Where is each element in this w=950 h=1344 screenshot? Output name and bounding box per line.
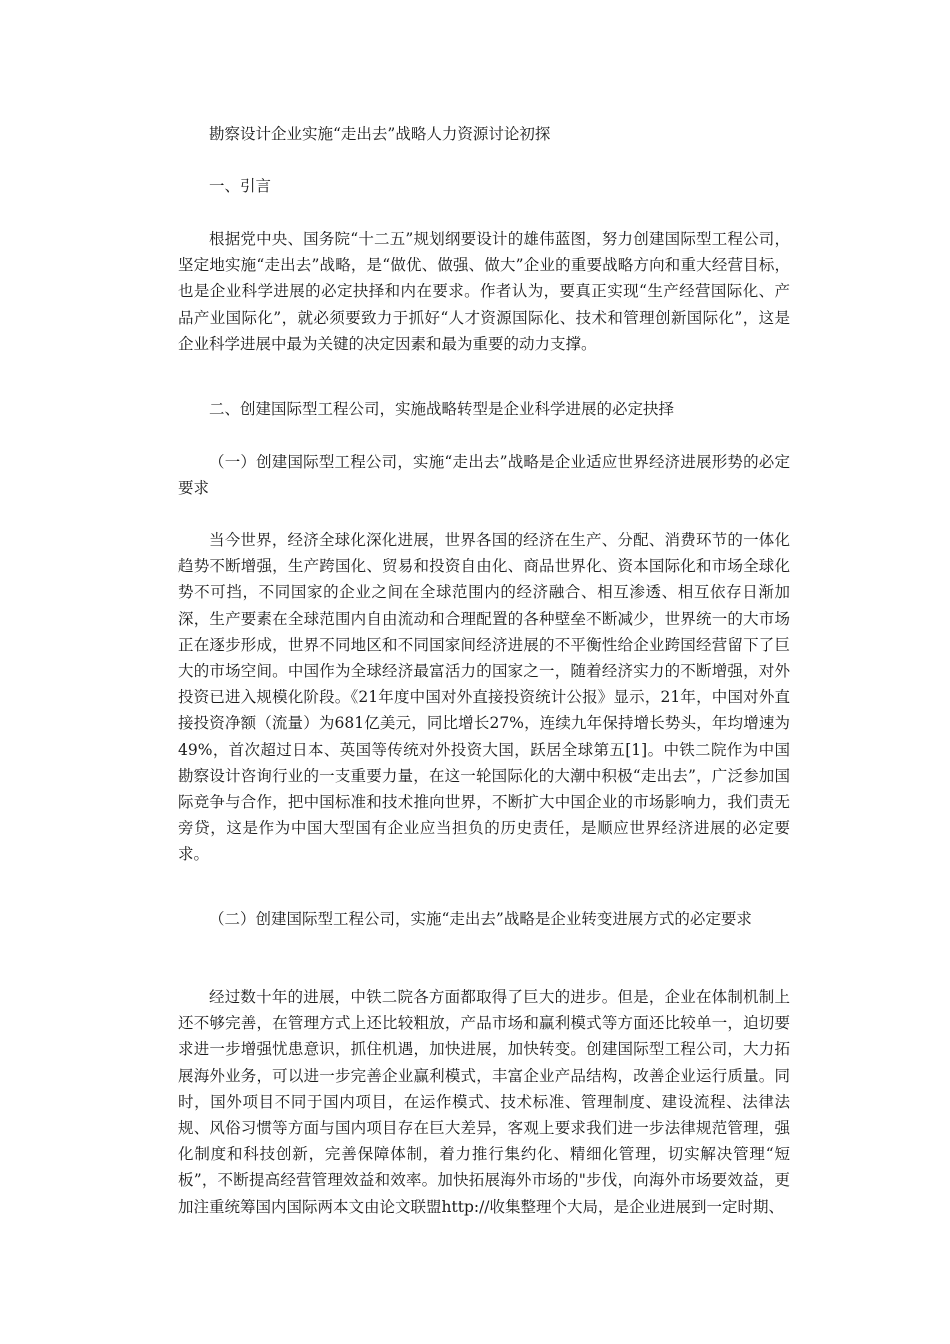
section-heading-strategic-transformation: 二、创建国际型工程公司，实施战略转型是企业科学进展的必定抉择 (209, 400, 675, 418)
document-title: 勘察设计企业实施“走出去”战略人力资源讨论初探 (209, 125, 551, 143)
paragraph-introduction: 根据党中央、国务院“十二五”规划纲要设计的雄伟蓝图，努力创建国际型工程公司，坚定地实施“走出去”战略，是“做优、做强、做大”企业的重要战略方向和重大经营目标，也是企业科学进展的必定抉择和内在要求。作者认为，要真正实现“生产经营国际化、产品产业国际化”，就必须要致力于抓好“人才资源国际化、技术和管理创新国际化”，这是企业科学进展中最为关键的决定因素和最为重要的动力支撑。 (178, 230, 790, 353)
subsection-heading-world-economy: （一）创建国际型工程公司，实施“走出去”战略是企业适应世界经济进展形势的必定要求 (178, 453, 790, 498)
paragraph-development-mode: 经过数十年的进展，中铁二院各方面都取得了巨大的进步。但是，企业在体制机制上还不够完善，在管理方式上还比较粗放，产品市场和赢利模式等方面还比较单一，迫切要求进一步增强忧患意识，抓住机遇，加快进展，加快转变。创建国际型工程公司，大力拓展海外业务，可以进一步完善企业赢利模式，丰富企业产品结构，改善企业运行质量。同时，国外项目不同于国内项目，在运作模式、技术标准、管理制度、建设流程、法律法规、风俗习惯等方面与国内项目存在巨大差异，客观上要求我们进一步法律规范管理，强化制度和科技创新，完善保障体制，着力推行集约化、精细化管理，切实解决管理“短板”，不断提高经营管理效益和效率。加快拓展海外市场的"步伐，向海外市场要效益，更加注重统筹国内国际两本文由论文联盟http://收集整理个大局，是企业进展到一定时期、 (178, 988, 790, 1216)
paragraph-world-economy: 当今世界，经济全球化深化进展，世界各国的经济在生产、分配、消费环节的一体化趋势不断增强，生产跨国化、贸易和投资自由化、商品世界化、资本国际化和市场全球化势不可挡，不同国家的企业之间在全球范围内的经济融合、相互渗透、相互依存日渐加深，生产要素在全球范围内自由流动和合理配置的各种壁垒不断减少，世界统一的大市场正在逐步形成，世界不同地区和不同国家间经济进展的不平衡性给企业跨国经营留下了巨大的市场空间。中国作为全球经济最富活力的国家之一，随着经济实力的不断增强，对外投资已进入规模化阶段。《21年度中国对外直接投资统计公报》显示，21年，中国对外直接投资净额（流量）为681亿美元，同比增长27%，连续九年保持增长势头，年均增速为49%，首次超过日本、英国等传统对外投资大国，跃居全球第五[1]。中铁二院作为中国勘察设计咨询行业的一支重要力量，在这一轮国际化的大潮中积极“走出去”，广泛参加国际竞争与合作，把中国标准和技术推向世界，不断扩大中国企业的市场影响力，我们责无旁贷，这是作为中国大型国有企业应当担负的历史责任，是顺应世界经济进展的必定要求。 (178, 531, 790, 864)
subsection-heading-development-mode: （二）创建国际型工程公司，实施“走出去”战略是企业转变进展方式的必定要求 (209, 910, 752, 928)
section-heading-introduction: 一、引言 (209, 177, 272, 195)
